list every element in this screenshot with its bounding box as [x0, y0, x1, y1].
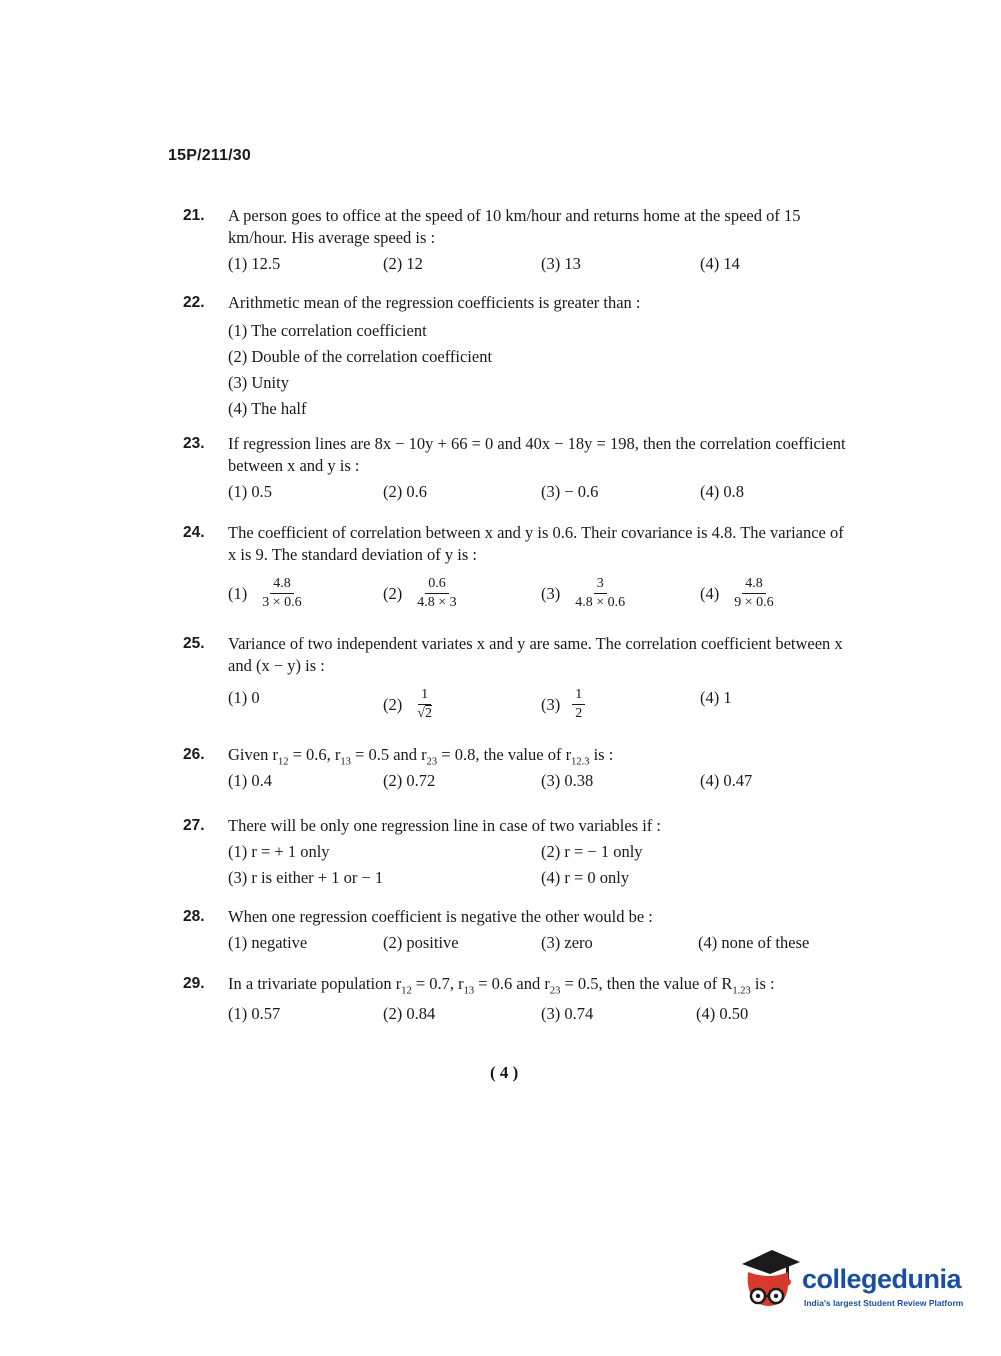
denominator: 2 [575, 706, 583, 721]
option-2: (2) 0.72 [383, 771, 436, 790]
question-27 [183, 815, 848, 893]
denominator: 4.8 × 3 [417, 595, 457, 610]
radicand: 2 [424, 706, 432, 721]
option-row [228, 770, 848, 794]
option-3: (3) zero [541, 933, 593, 952]
subscript: 1.23 [732, 985, 751, 997]
numerator: 4.8 [270, 576, 294, 594]
option-3: (3) 0.74 [541, 1004, 594, 1023]
text-part: = 0.6, r [288, 745, 341, 764]
option-4: (4) 0.8 [700, 482, 744, 501]
numerator: 0.6 [425, 576, 449, 594]
numerator: 1 [572, 687, 585, 705]
option-3: (3) r is either + 1 or − 1 [228, 868, 384, 887]
option-3: (3) − 0.6 [541, 482, 599, 501]
fraction [414, 687, 435, 722]
text-part: In a trivariate population r [228, 974, 402, 993]
option-label: (1) [228, 583, 248, 603]
option-4 [700, 687, 732, 709]
text-part: = 0.5 and r [350, 745, 427, 764]
text-part: = 0.8, the value of r [437, 745, 572, 764]
option-2: (2) 0.84 [383, 1004, 436, 1023]
option-4: (4) 0.50 [696, 1004, 749, 1023]
option-1: (1) r = + 1 only [228, 842, 330, 861]
option-row [228, 932, 848, 956]
option-2: (2) positive [383, 933, 459, 952]
text-part: is : [589, 745, 614, 764]
option-1 [228, 576, 305, 611]
mascot-icon [738, 1246, 802, 1318]
question-number: 27. [183, 817, 205, 834]
option-2: (2) 0.6 [383, 482, 427, 501]
option-3: (3) 13 [541, 254, 581, 273]
subscript: 23 [549, 985, 561, 997]
question-24 [183, 522, 848, 614]
question-number: 22. [183, 294, 205, 311]
question-text: Variance of two independent variates x and y are same. The correlation coefficient between x and (x − y) is : [228, 634, 843, 675]
option-4: (4) 14 [700, 254, 740, 273]
option-row [228, 687, 848, 725]
numerator: 4.8 [742, 576, 766, 594]
subscript: 13 [340, 756, 351, 768]
option-4: (4) none of these [698, 933, 810, 952]
question-number: 21. [183, 207, 205, 224]
option-2 [383, 687, 435, 722]
subscript: 12 [277, 756, 289, 768]
option-1: (1) The correlation coefficient [228, 321, 427, 340]
option-1 [228, 687, 260, 709]
collegedunia-logo [738, 1246, 973, 1326]
option-label: (2) [383, 583, 403, 603]
option-row [228, 481, 848, 505]
option-grid [228, 841, 848, 893]
option-row [228, 576, 848, 614]
option-4 [700, 576, 777, 611]
question-number: 23. [183, 435, 205, 452]
option-4: (4) r = 0 only [541, 868, 630, 887]
fraction [572, 576, 628, 611]
fraction [414, 576, 459, 611]
question-text: If regression lines are 8x − 10y + 66 = 0 and 40x − 18y = 198, then the correlation coefficient between x and y is : [228, 434, 846, 475]
question-28 [183, 906, 848, 956]
option-4: (4) 0.47 [700, 771, 753, 790]
question-text: Arithmetic mean of the regression coefficients is greater than : [228, 293, 641, 312]
brand-name: collegedunia [802, 1264, 962, 1294]
subscript: 23 [426, 756, 438, 768]
option-row [228, 1003, 848, 1027]
text-part: = 0.6 and r [474, 974, 550, 993]
question-22 [183, 292, 848, 422]
text-part: = 0.7, r [411, 974, 464, 993]
subscript: 12.3 [571, 756, 590, 768]
option-1: (1) 0.4 [228, 771, 272, 790]
option-3 [541, 576, 628, 611]
question-25 [183, 633, 848, 725]
option-2: (2) Double of the correlation coefficient [228, 347, 493, 366]
option-1: (1) 0.57 [228, 1004, 281, 1023]
denominator [414, 705, 435, 722]
option-2 [383, 576, 460, 611]
option-3: (3) Unity [228, 373, 289, 392]
option-1: (1) 12.5 [228, 254, 281, 273]
question-number: 26. [183, 746, 205, 763]
option-1: (1) negative [228, 933, 308, 952]
option-row [228, 253, 848, 277]
option-3: (3) 0.38 [541, 771, 594, 790]
text-part: Given r [228, 745, 278, 764]
question-text: There will be only one regression line in case of two variables if : [228, 816, 661, 835]
question-text: When one regression coefficient is negative the other would be : [228, 907, 653, 926]
option-label: (2) [383, 694, 403, 714]
brand-tagline: India's largest Student Review Platform [804, 1298, 964, 1308]
question-23 [183, 433, 848, 505]
question-text [228, 744, 848, 766]
option-label: (1) 0 [228, 688, 260, 707]
question-26 [183, 744, 848, 794]
fraction [259, 576, 304, 611]
page-number: ( 4 ) [490, 1063, 519, 1082]
numerator: 1 [418, 687, 431, 705]
denominator: 9 × 0.6 [734, 595, 774, 610]
question-21 [183, 205, 848, 277]
question-text: A person goes to office at the speed of 10 km/hour and returns home at the speed of 15 km/hour. His average speed is : [228, 206, 801, 247]
subscript: 13 [463, 985, 475, 997]
question-29 [183, 973, 848, 1027]
question-text [228, 973, 848, 995]
option-1: (1) 0.5 [228, 482, 272, 501]
option-2: (2) r = − 1 only [541, 842, 643, 861]
question-number: 25. [183, 635, 205, 652]
option-label: (3) [541, 583, 561, 603]
text-part: is : [750, 974, 775, 993]
option-3 [541, 687, 585, 722]
question-text: The coefficient of correlation between x and y is 0.6. Their covariance is 4.8. The variance of x is 9. The standard deviation of y is : [228, 523, 844, 564]
numerator: 3 [594, 576, 607, 594]
paper-code: 15P/211/30 [168, 147, 251, 164]
option-4: (4) The half [228, 399, 307, 418]
option-list [228, 318, 848, 422]
fraction [731, 576, 776, 611]
denominator: 4.8 × 0.6 [575, 595, 626, 610]
denominator: 3 × 0.6 [262, 595, 302, 610]
option-label: (4) 1 [700, 688, 732, 707]
question-number: 24. [183, 524, 205, 541]
fraction [572, 687, 585, 722]
text-part: = 0.5, then the value of R [560, 974, 733, 993]
option-label: (3) [541, 694, 561, 714]
question-number: 29. [183, 975, 205, 992]
subscript: 12 [401, 985, 412, 997]
question-number: 28. [183, 908, 205, 925]
option-2: (2) 12 [383, 254, 423, 273]
option-label: (4) [700, 583, 720, 603]
sqrt-symbol: √ [417, 706, 425, 721]
